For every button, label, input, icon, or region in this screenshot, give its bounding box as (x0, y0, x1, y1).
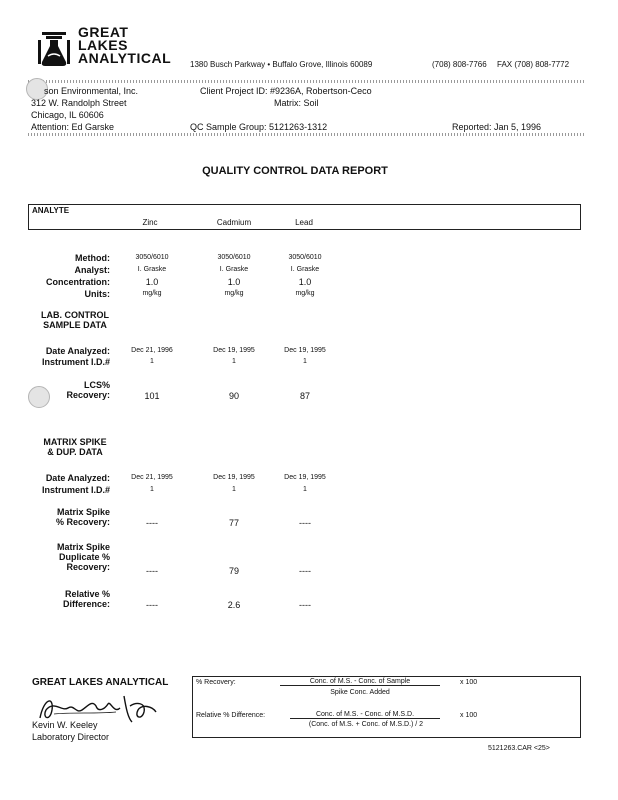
method-lead: 3050/6010 (288, 254, 322, 261)
ms-instrument-zinc: 1 (150, 486, 154, 493)
lcs-date-zinc: Dec 21, 1996 (131, 347, 173, 354)
ms-spike-cadmium: 77 (228, 518, 239, 528)
formula-rpd-times100: x 100 (460, 712, 478, 719)
ms-dup-line-3: Recovery: (66, 562, 110, 572)
lab-fax: FAX (708) 808-7772 (497, 60, 570, 69)
formula-rpd-label: Relative % Difference: (196, 712, 266, 719)
lcs-recovery-line-2: Recovery: (66, 390, 110, 400)
page-reference: 5121263.CAR <25> (488, 745, 550, 752)
client-street: 312 W. Randolph Street (31, 98, 127, 108)
ms-spike-zinc: ---- (146, 518, 158, 528)
ms-instrument-lead: 1 (303, 486, 307, 493)
lcs-date-cadmium: Dec 19, 1995 (213, 347, 255, 354)
formula-rpd-numerator: Conc. of M.S. - Conc. of M.S.D. (290, 711, 440, 719)
units-lead: mg/kg (295, 290, 315, 297)
analyst-label: Analyst: (74, 265, 110, 275)
lcs-recovery-lead: 87 (299, 391, 310, 401)
analyte-zinc: Zinc (142, 218, 158, 227)
ms-spike-lead: ---- (299, 518, 311, 528)
ms-rpd-lead: ---- (299, 600, 311, 610)
analyte-label: ANALYTE (32, 206, 70, 215)
ms-instrument-label: Instrument I.D.# (41, 485, 110, 495)
formula-rpd-denominator: (Conc. of M.S. + Conc. of M.S.D.) / 2 (308, 721, 424, 728)
ms-section-title (20, 437, 130, 457)
ms-section-line-1: MATRIX SPIKE (43, 437, 107, 447)
lcs-date-lead: Dec 19, 1995 (284, 347, 326, 354)
ms-dup-line-2: Duplicate % (58, 552, 110, 562)
method-label: Method: (75, 253, 110, 263)
report-title: QUALITY CONTROL DATA REPORT (202, 165, 388, 177)
ms-spike-line-1: Matrix Spike (56, 507, 110, 517)
lcs-date-label: Date Analyzed: (45, 346, 110, 356)
director-title: Laboratory Director (32, 732, 110, 742)
header-shade-top (28, 80, 584, 83)
ms-rpd-zinc: ---- (146, 600, 158, 610)
lab-address: 1380 Busch Parkway • Buffalo Grove, Illinois 60089 (190, 60, 373, 69)
concentration-cadmium: 1.0 (227, 277, 241, 287)
lcs-recovery-label (20, 380, 110, 400)
ms-section-line-2: & DUP. DATA (47, 447, 103, 457)
qc-sample-group: QC Sample Group: 5121263-1312 (190, 122, 328, 132)
analyte-cadmium: Cadmium (216, 218, 252, 227)
ms-date-lead: Dec 19, 1995 (284, 474, 326, 481)
analyst-zinc: I. Graske (137, 266, 167, 273)
ms-spike-recovery-label (20, 507, 110, 527)
lcs-section-title (20, 310, 130, 330)
lcs-section-line-2: SAMPLE DATA (43, 320, 107, 330)
footer-company: GREAT LAKES ANALYTICAL (32, 677, 169, 688)
units-zinc: mg/kg (142, 290, 162, 297)
company-logo (36, 26, 176, 72)
ms-dup-recovery-label (20, 542, 110, 572)
method-cadmium: 3050/6010 (217, 254, 251, 261)
ms-dup-zinc: ---- (146, 566, 158, 576)
ms-dup-line-1: Matrix Spike (56, 542, 110, 552)
formula-recovery-numerator: Conc. of M.S. - Conc. of Sample (280, 678, 440, 686)
logo-line-1: GREAT (78, 24, 129, 40)
flask-logo-icon (36, 26, 72, 70)
ms-rpd-line-1: Relative % (64, 589, 110, 599)
lcs-instrument-zinc: 1 (150, 358, 154, 365)
lcs-recovery-zinc: 101 (144, 391, 160, 401)
concentration-lead: 1.0 (298, 277, 312, 287)
ms-date-label: Date Analyzed: (45, 473, 110, 483)
formula-recovery-times100: x 100 (460, 679, 478, 686)
lcs-instrument-lead: 1 (303, 358, 307, 365)
units-label: Units: (84, 289, 110, 299)
lab-phone: (708) 808-7766 (432, 60, 487, 69)
formula-recovery-denominator: Spike Conc. Added (330, 689, 390, 696)
ms-date-cadmium: Dec 19, 1995 (213, 474, 255, 481)
report-date: Reported: Jan 5, 1996 (452, 122, 542, 132)
ms-spike-line-2: % Recovery: (55, 517, 110, 527)
lcs-instrument-cadmium: 1 (232, 358, 236, 365)
director-name: Kevin W. Keeley (32, 720, 98, 730)
ms-date-zinc: Dec 21, 1995 (131, 474, 173, 481)
ms-rpd-cadmium: 2.6 (227, 600, 241, 610)
ms-dup-lead: ---- (299, 566, 311, 576)
client-city: Chicago, IL 60606 (31, 110, 104, 120)
ms-rpd-label (20, 589, 110, 609)
header-shade-bottom (28, 133, 584, 136)
ms-dup-cadmium: 79 (228, 566, 239, 576)
sample-matrix: Matrix: Soil (274, 98, 319, 108)
units-cadmium: mg/kg (224, 290, 244, 297)
concentration-zinc: 1.0 (145, 277, 159, 287)
client-attention: Attention: Ed Garske (31, 122, 115, 132)
analyst-cadmium: I. Graske (219, 266, 249, 273)
logo-line-2: LAKES (78, 37, 128, 53)
lcs-recovery-cadmium: 90 (228, 391, 239, 401)
lcs-section-line-1: LAB. CONTROL (41, 310, 109, 320)
ms-instrument-cadmium: 1 (232, 486, 236, 493)
logo-line-3: ANALYTICAL (78, 50, 172, 66)
concentration-label: Concentration: (46, 277, 110, 287)
analyte-lead: Lead (295, 218, 313, 227)
analyst-lead: I. Graske (290, 266, 320, 273)
client-project-id: Client Project ID: #9236A, Robertson-Ceco (200, 86, 372, 96)
method-zinc: 3050/6010 (135, 254, 169, 261)
lcs-instrument-label: Instrument I.D.# (41, 357, 110, 367)
ms-rpd-line-2: Difference: (62, 599, 110, 609)
client-company: son Environmental, Inc. (44, 86, 139, 96)
lcs-recovery-line-1: LCS% (83, 380, 110, 390)
formula-recovery-label: % Recovery: (196, 679, 236, 686)
